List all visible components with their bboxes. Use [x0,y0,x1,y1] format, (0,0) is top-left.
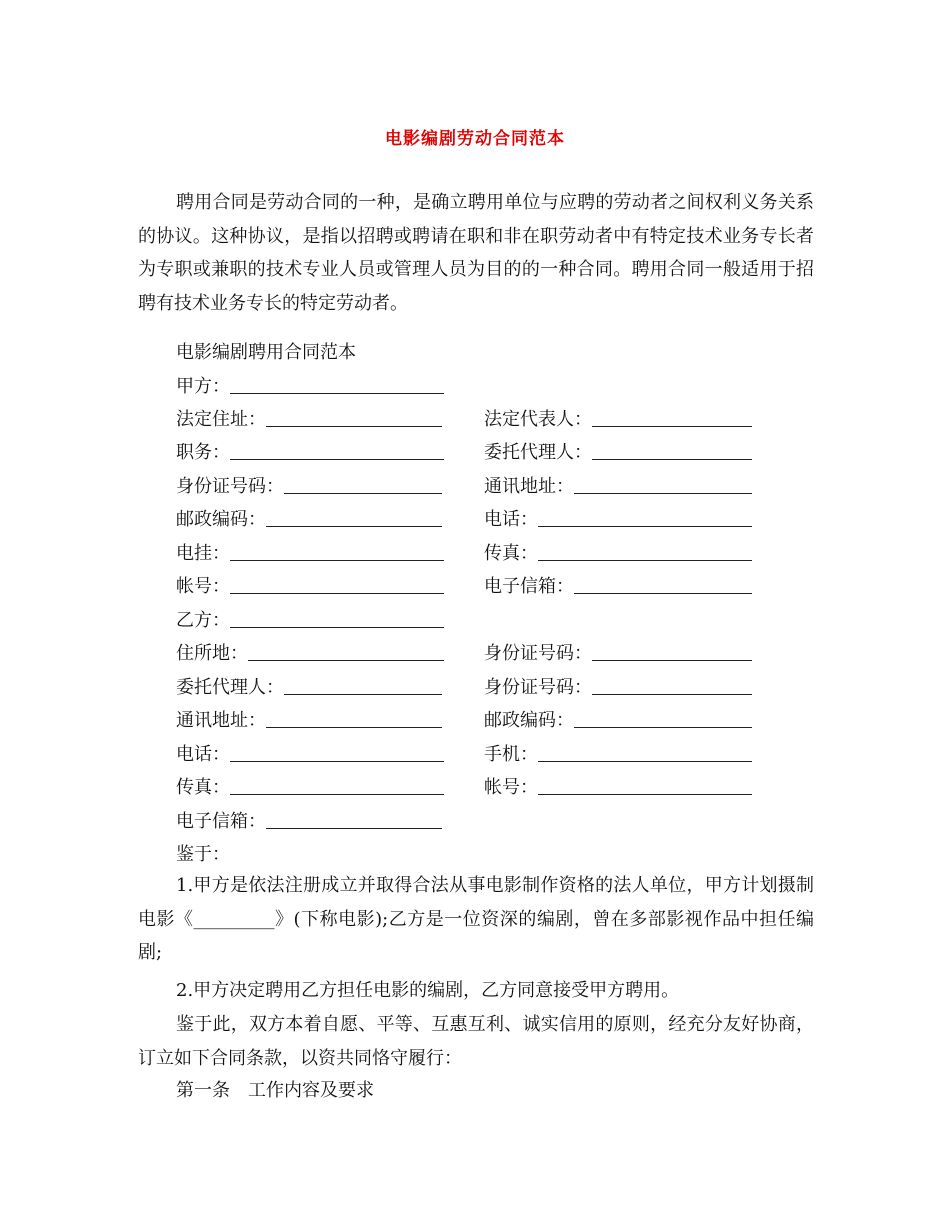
form-field [484,405,752,431]
fill-blank [574,711,752,728]
agreement-paragraph: 鉴于此，双方本着自愿、平等、互惠互利、诚实信用的原则，经充分友好协商，订立如下合同条款，以资共同恪守履行： [138,1014,814,1069]
field-label: 委托代理人： [484,442,592,463]
field-label: 电子信箱： [176,811,266,832]
form-field [484,740,752,766]
fill-blank [230,377,444,394]
form-field [176,505,442,531]
form-field [176,539,444,565]
field-label: 通讯地址： [176,710,266,731]
clause-1: 1.甲方是依法注册成立并取得合法从事电影制作资格的法人单位，甲方计划摄制电影《_________》(下称电影);乙方是一位资深的编剧，曾在多部影视作品中担任编剧; [138,875,814,963]
field-label: 通讯地址： [484,476,574,497]
form-field [176,740,444,766]
field-label: 邮政编码： [176,509,266,530]
fill-blank [592,678,752,695]
whereas-label: 鉴于： [176,844,230,865]
intro-paragraph: 聘用合同是劳动合同的一种，是确立聘用单位与应聘的劳动者之间权利义务关系的协议。这种协议，是指以招聘或聘请在职和非在职劳动者中有特定技术业务专长者为专职或兼职的技术专业人员或管理人员为目的的一种合同。聘用合同一般适用于招聘有技术业务专长的特定劳动者。 [138,192,814,314]
form-field [484,438,752,464]
field-label: 电挂： [176,543,230,564]
form-field [484,673,752,699]
fill-blank [230,544,444,561]
fill-blank [230,745,444,762]
fill-blank [538,510,752,527]
fill-blank [538,745,752,762]
field-label: 邮政编码： [484,710,574,731]
fill-blank [592,644,752,661]
article-1-heading: 第一条 工作内容及要求 [176,1080,374,1101]
form-field [176,405,442,431]
fill-blank [230,778,444,795]
form-field [176,472,442,498]
form-field [484,539,752,565]
fill-blank [248,644,444,661]
form-field [484,706,752,732]
document-title: 电影编剧劳动合同范本 [385,129,565,149]
field-label: 身份证号码： [176,476,284,497]
fill-blank [284,678,442,695]
contract-subtitle: 电影编剧聘用合同范本 [176,342,356,363]
form-field [176,438,444,464]
fill-blank [266,711,442,728]
form-field [176,773,444,799]
fill-blank [230,443,444,460]
form-field [176,673,442,699]
form-field [484,505,752,531]
party-a-label: 甲方： [176,376,230,397]
field-label: 电话： [176,744,230,765]
fill-blank [230,611,444,628]
form-field [484,773,752,799]
field-label: 住所地： [176,643,248,664]
fill-blank [538,544,752,561]
fill-blank [592,443,752,460]
clause-2: 2.甲方决定聘用乙方担任电影的编剧，乙方同意接受甲方聘用。 [176,980,680,1001]
form-field [176,807,442,833]
field-label: 手机： [484,744,538,765]
fill-blank [538,778,752,795]
field-label: 帐号： [484,777,538,798]
field-label: 身份证号码： [484,677,592,698]
fill-blank [592,410,752,427]
party-b-field [176,606,444,632]
party-a-field [176,372,444,398]
fill-blank [574,477,752,494]
fill-blank [266,510,442,527]
form-field [484,639,752,665]
fill-blank [574,577,752,594]
fill-blank [284,477,442,494]
field-label: 职务： [176,442,230,463]
field-label: 法定代表人： [484,409,592,430]
field-label: 委托代理人： [176,677,284,698]
field-label: 传真： [484,543,538,564]
form-field [176,639,444,665]
field-label: 法定住址： [176,409,266,430]
fill-blank [266,410,442,427]
form-field [176,706,442,732]
field-label: 帐号： [176,576,230,597]
form-field [484,472,752,498]
field-label: 电话： [484,509,538,530]
field-label: 身份证号码： [484,643,592,664]
form-field [484,572,752,598]
form-field [176,572,444,598]
fill-blank [230,577,444,594]
party-b-label: 乙方： [176,610,230,631]
field-label: 电子信箱： [484,576,574,597]
fill-blank [266,812,442,829]
field-label: 传真： [176,777,230,798]
